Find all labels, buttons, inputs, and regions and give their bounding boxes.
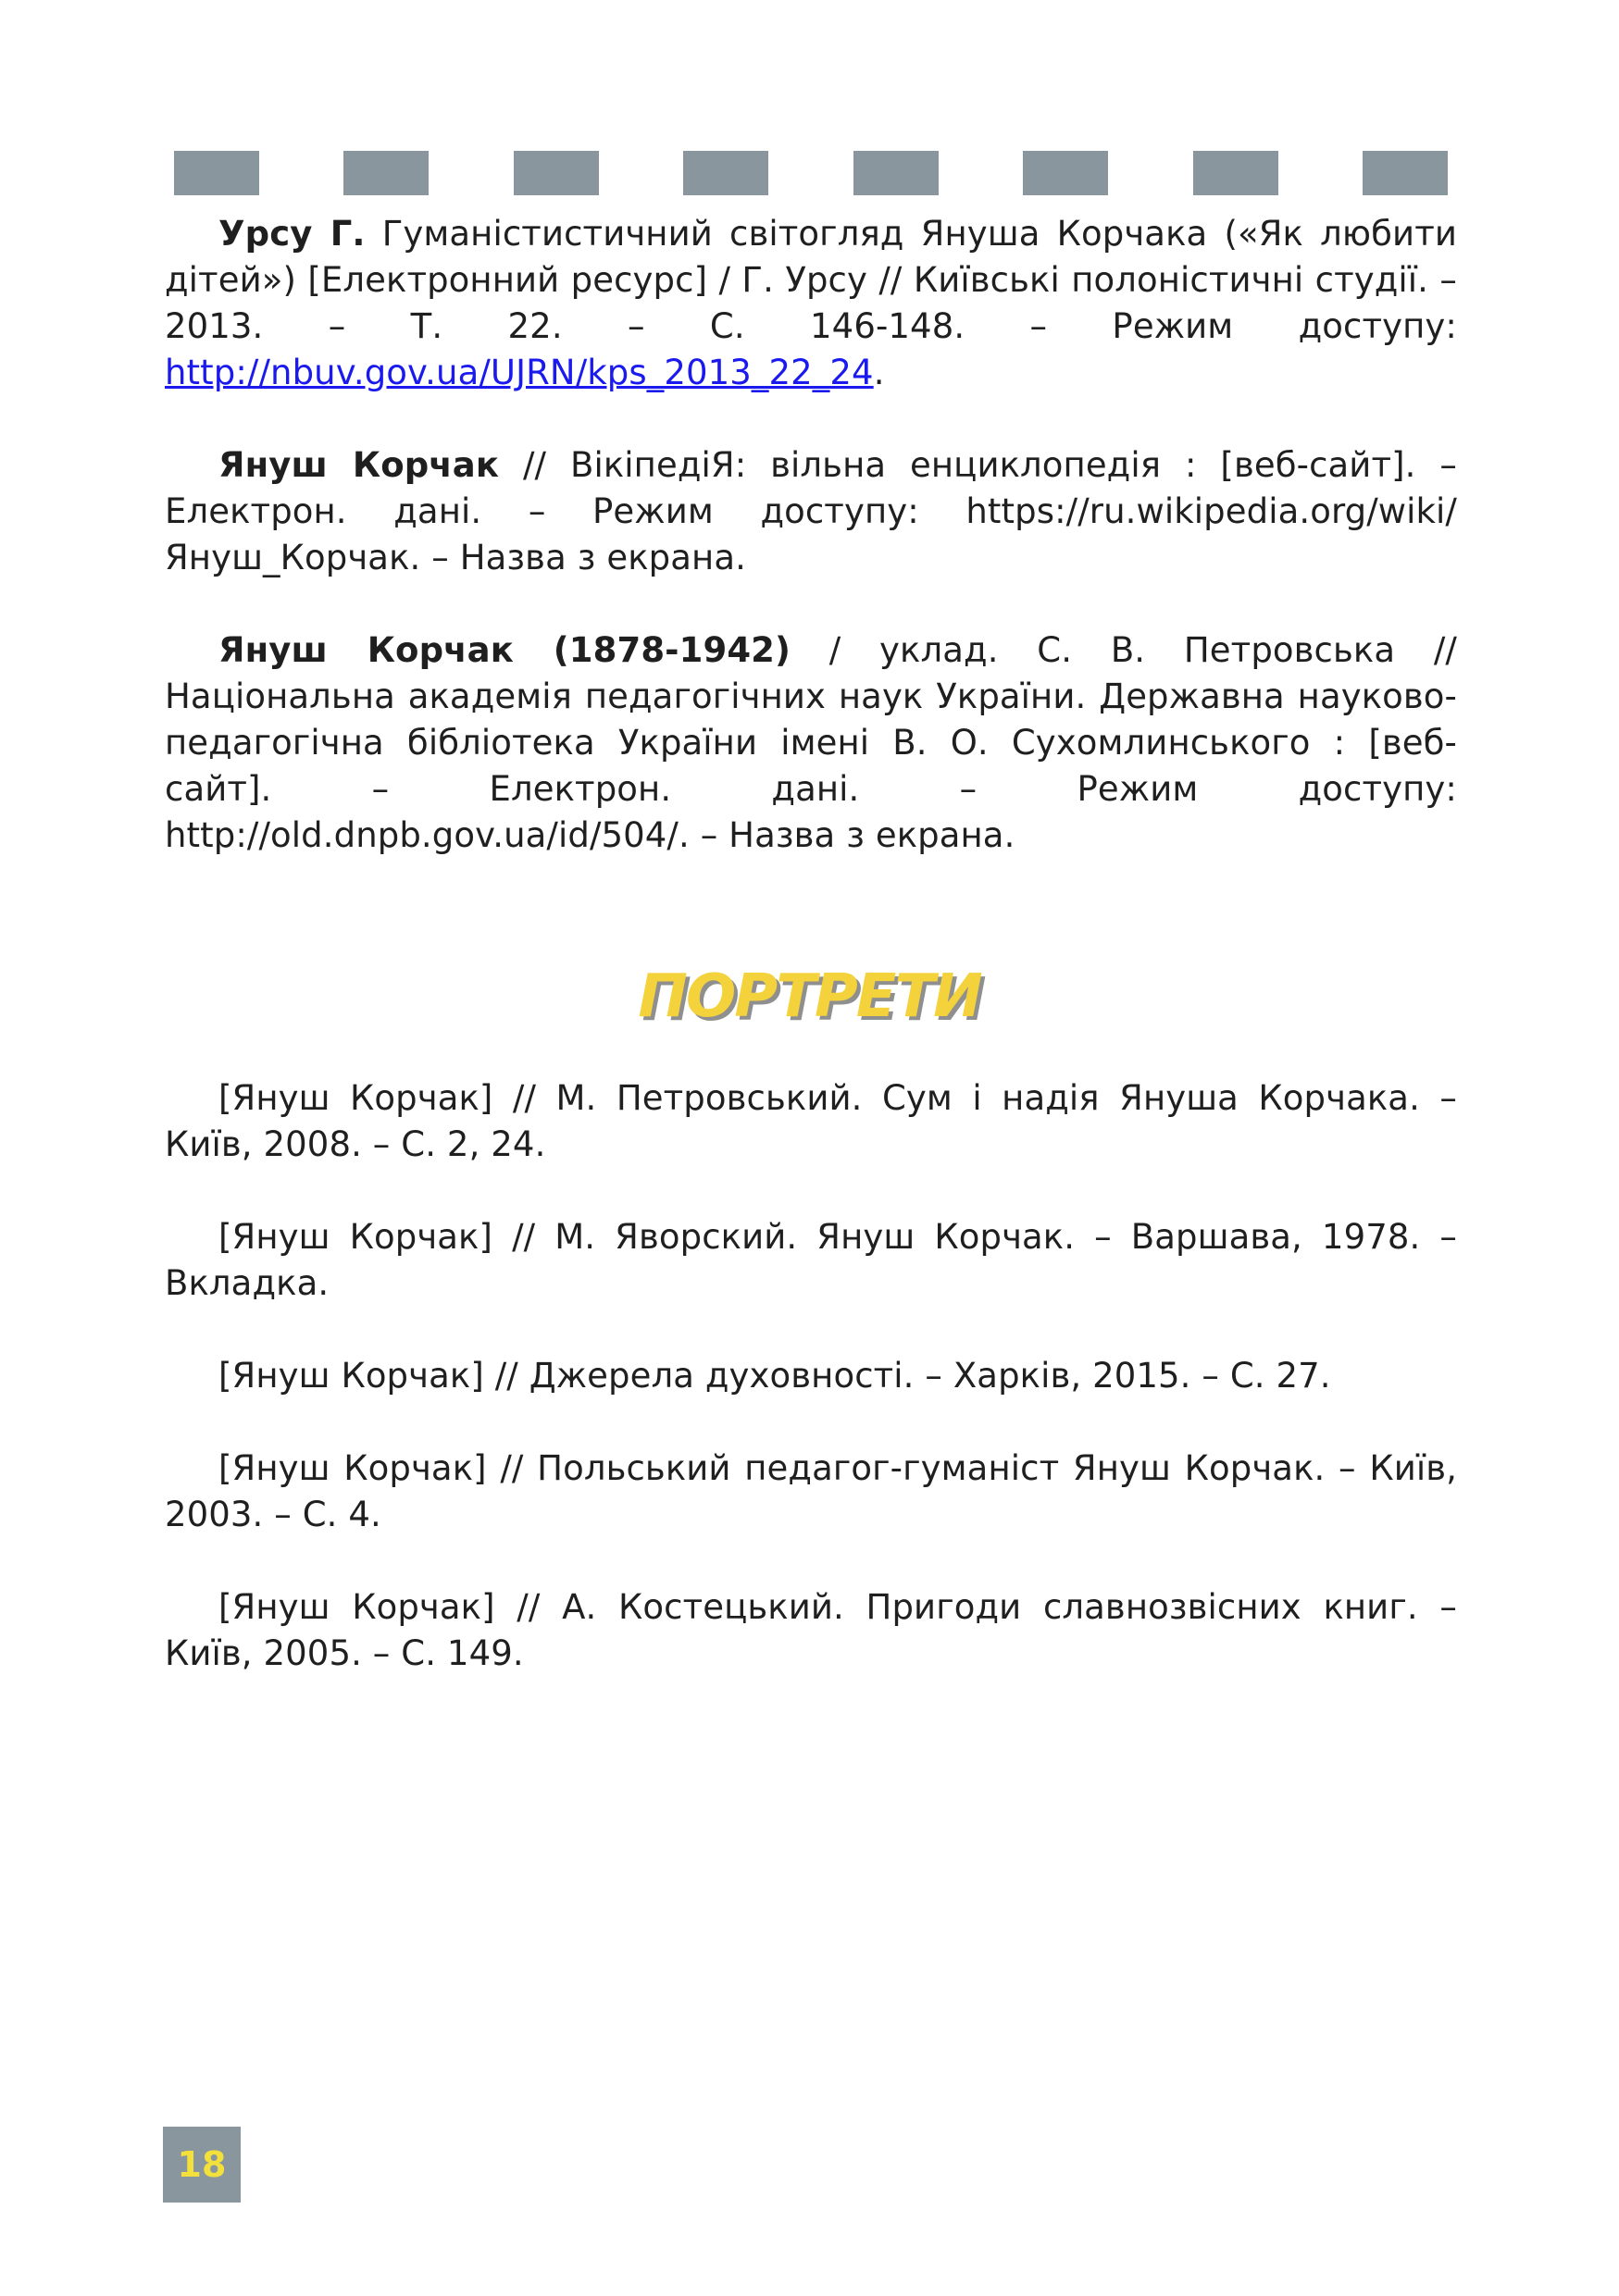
stripe-cell [853,151,939,195]
portrait-entry: [Януш Корчак] // Джерела духовності. – Харків, 2015. – С. 27. [218,1356,1331,1396]
stripe-cell [683,151,768,195]
portrait-entry: [Януш Корчак] // А. Костецький. Пригоди славнозвісних книг. – Київ, 2005. – С. 149. [165,1587,1457,1673]
stripe-cell [429,151,514,195]
stripe-cell [768,151,853,195]
source-tail: . [873,353,885,392]
source-text: / уклад. С. В. Петровська // Національна академія педагогічних наук України. Державна науково-педагогічна бібліотека України імені В. О. Сухомлинського : [веб-сайт]. – Електрон. дані. – Режим доступу: http://old.dnpb.gov.ua/id/504/. – Назва з екрана. [165,630,1457,855]
source-text: Гуманістистичний світогляд Януша Корчака («Як любити дітей») [Електронний ресурс] / Г. Урсу // Київські полоністичні студії. – 2013. – Т. 22. – С. 146-148. – Режим доступу: [165,214,1457,346]
portrait-entry: [Януш Корчак] // М. Яворский. Януш Корчак. – Варшава, 1978. – Вкладка. [165,1217,1457,1303]
source-author: Урсу Г. [218,214,366,254]
stripe-cell [1023,151,1108,195]
stripe-cell [514,151,599,195]
portrait-entry: [Януш Корчак] // Польський педагог-гуманіст Януш Корчак. – Київ, 2003. – С. 4. [165,1448,1457,1534]
source-author: Януш Корчак [218,445,500,485]
source-entry [165,627,1457,859]
stripe-cell [174,151,259,195]
source-entry [165,442,1457,581]
page-number: 18 [177,2144,227,2185]
source-text: // ВікіпедіЯ: вільна енциклопедія : [веб-сайт]. – Електрон. дані. – Режим доступу: https://ru.wikipedia.org/wiki/Януш_Корчак. – Назва з екрана. [165,445,1457,577]
page-number-badge [163,2127,241,2203]
section-title: ПОРТРЕТИ [638,962,981,1031]
source-link[interactable]: http://nbuv.gov.ua/UJRN/kps_2013_22_24 [165,353,874,392]
stripe-cell [1193,151,1278,195]
stripe-cell [599,151,684,195]
stripe-cell [1108,151,1193,195]
stripe-cell [1278,151,1364,195]
source-entry [165,211,1457,396]
portraits-list [165,1075,1457,1677]
stripe-cell [343,151,429,195]
source-author: Януш Корчак (1878-1942) [218,630,791,670]
portrait-entry: [Януш Корчак] // М. Петровський. Сум і надія Януша Корчака. – Київ, 2008. – С. 2, 24. [165,1078,1457,1164]
sources-list [165,211,1457,859]
stripe-cell [1363,151,1448,195]
stripe-cell [259,151,344,195]
header-stripe [174,151,1448,195]
stripe-cell [939,151,1024,195]
